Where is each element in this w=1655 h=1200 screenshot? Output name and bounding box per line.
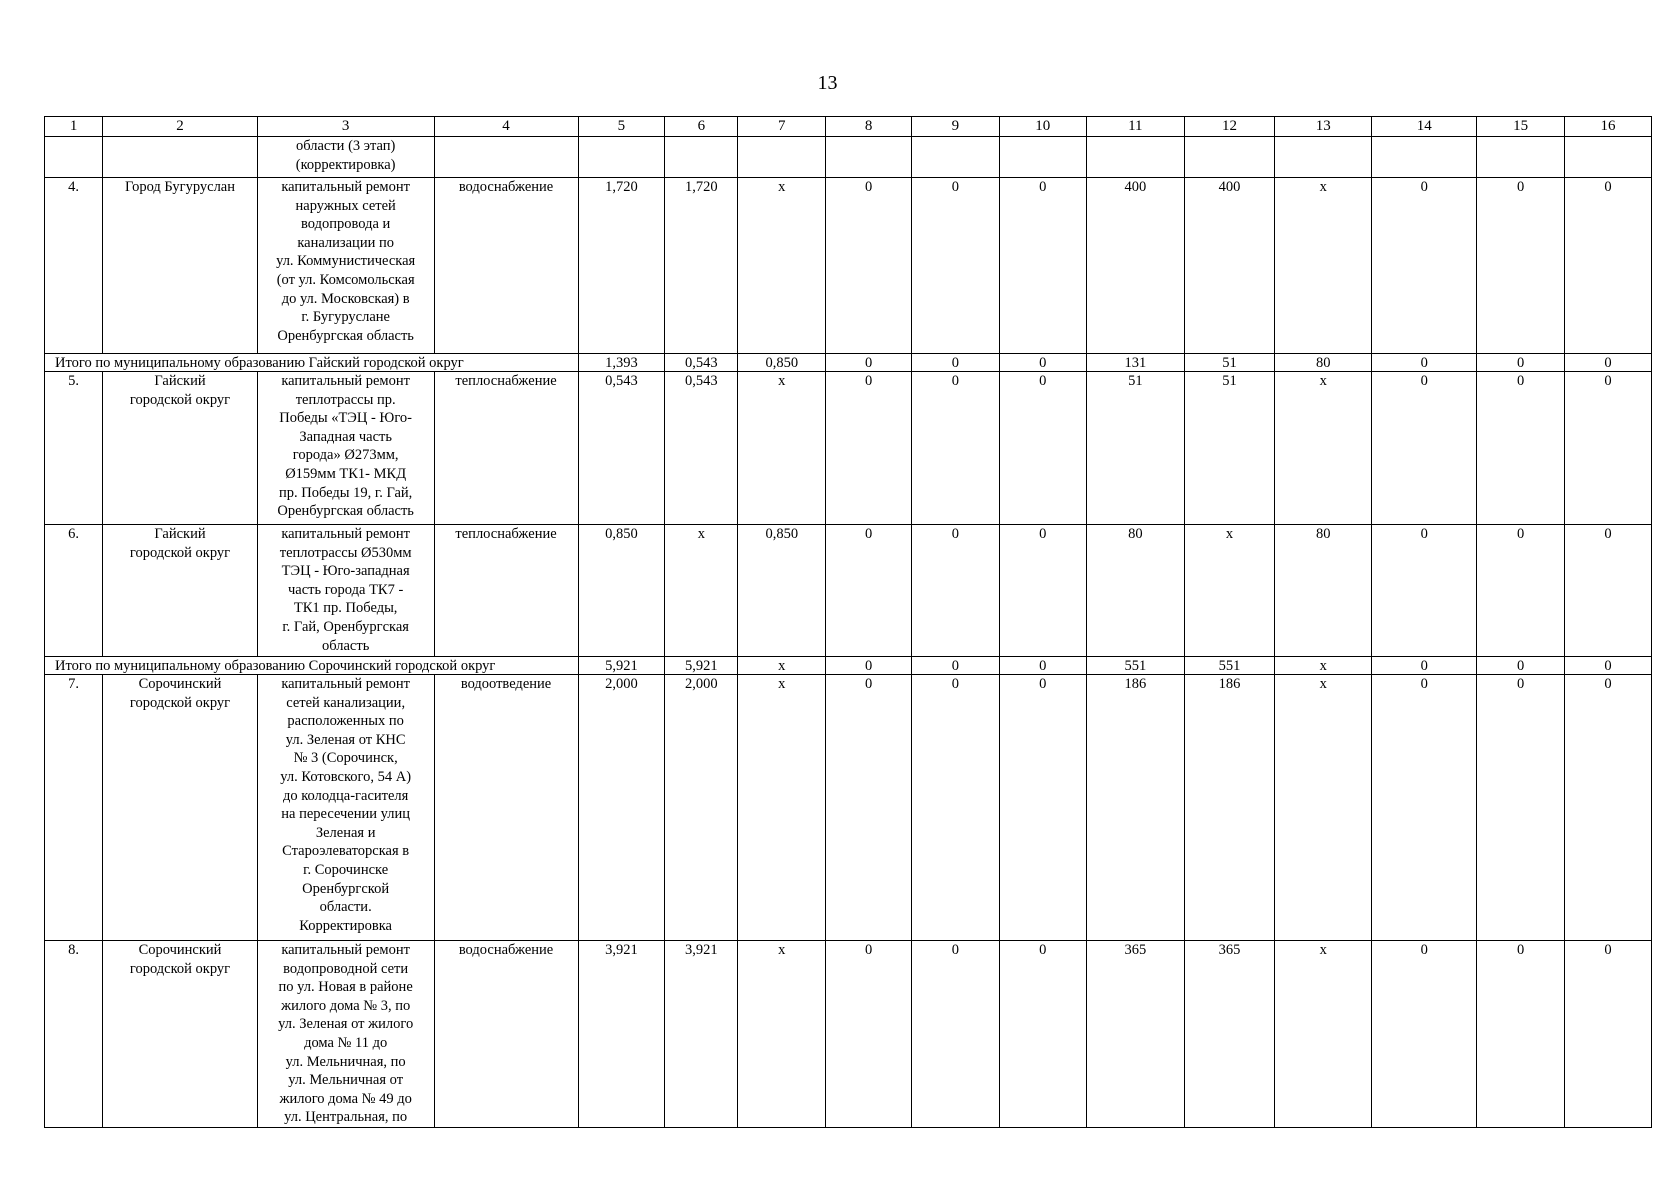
value-cell-col-7: x — [738, 941, 826, 1128]
value-cell-col-13: x — [1275, 657, 1372, 675]
value-cell-col-12: 51 — [1185, 354, 1275, 372]
page-number: 13 — [817, 72, 838, 94]
value-cell-col-5: 2,000 — [578, 675, 665, 941]
subtotal-sorochinsk — [45, 657, 1652, 675]
value-cell-col-7: x — [738, 178, 826, 354]
column-number: 8 — [826, 117, 912, 137]
value-cell-col-10: 0 — [999, 354, 1086, 372]
column-number: 2 — [103, 117, 258, 137]
row-number: 4. — [45, 178, 103, 354]
value-cell-col-14: 0 — [1372, 178, 1477, 354]
row-6 — [45, 525, 1652, 657]
value-cell-col-13: 80 — [1275, 525, 1372, 657]
value-cell-col-9: 0 — [911, 657, 999, 675]
value-cell-col-13: x — [1275, 941, 1372, 1128]
value-cell-col-9: 0 — [911, 941, 999, 1128]
work-description: капитальный ремонт наружных сетей водопровода и канализации по ул. Коммунистическая (от ул. Комсомольская до ул. Московская) в г. Бугуруслане Оренбургская область — [257, 178, 434, 354]
value-cell-col-6: 5,921 — [665, 657, 738, 675]
column-number: 13 — [1275, 117, 1372, 137]
value-cell-col-12: 51 — [1185, 372, 1275, 525]
value-cell-col-5: 3,921 — [578, 941, 665, 1128]
municipality: Сорочинский городской округ — [103, 675, 258, 941]
row-5 — [45, 372, 1652, 525]
data-table — [44, 116, 1652, 1128]
value-cell-col-11: 80 — [1086, 525, 1184, 657]
value-cell-col-15: 0 — [1477, 372, 1565, 525]
value-cell-col-9: 0 — [911, 372, 999, 525]
value-cell-col-5: 5,921 — [578, 657, 665, 675]
value-cell-col-8: 0 — [826, 941, 912, 1128]
value-cell-col-15: 0 — [1477, 178, 1565, 354]
value-cell-col-13: x — [1275, 178, 1372, 354]
value-cell-col-7: x — [738, 372, 826, 525]
utility-type: теплоснабжение — [434, 372, 578, 525]
value-cell-col-12: 186 — [1185, 675, 1275, 941]
utility-type: водоснабжение — [434, 941, 578, 1128]
column-number: 1 — [45, 117, 103, 137]
column-number: 14 — [1372, 117, 1477, 137]
value-cell-col-14: 0 — [1372, 941, 1477, 1128]
value-cell-col-10: 0 — [999, 525, 1086, 657]
value-cell-col-8: 0 — [826, 354, 912, 372]
value-cell-col-16: 0 — [1565, 941, 1652, 1128]
utility-type: водоотведение — [434, 675, 578, 941]
value-cell-col-6: 0,543 — [665, 354, 738, 372]
column-number: 6 — [665, 117, 738, 137]
value-cell-col-10: 0 — [999, 657, 1086, 675]
municipality: Гайский городской округ — [103, 372, 258, 525]
value-cell-col-5: 1,720 — [578, 178, 665, 354]
value-cell-col-9: 0 — [911, 525, 999, 657]
value-cell-col-7: x — [738, 657, 826, 675]
value-cell-col-11: 400 — [1086, 178, 1184, 354]
work-description: капитальный ремонт теплотрассы пр. Победы «ТЭЦ - Юго- Западная часть города» Ø273мм, Ø159мм ТК1- МКД пр. Победы 19, г. Гай, Оренбургская область — [257, 372, 434, 525]
value-cell-col-12: 365 — [1185, 941, 1275, 1128]
value-cell-col-16: 0 — [1565, 354, 1652, 372]
value-cell-col-11: 186 — [1086, 675, 1184, 941]
value-cell-col-5: 0,850 — [578, 525, 665, 657]
column-number-row — [45, 117, 1652, 137]
value-cell-col-7: x — [738, 675, 826, 941]
utility-type: теплоснабжение — [434, 525, 578, 657]
value-cell-col-16: 0 — [1565, 525, 1652, 657]
value-cell-col-10: 0 — [999, 675, 1086, 941]
row-number: 7. — [45, 675, 103, 941]
column-number: 7 — [738, 117, 826, 137]
work-description: капитальный ремонт теплотрассы Ø530мм ТЭЦ - Юго-западная часть города ТК7 - ТК1 пр. Победы, г. Гай, Оренбургская область — [257, 525, 434, 657]
value-cell-col-5: 0,543 — [578, 372, 665, 525]
column-number: 12 — [1185, 117, 1275, 137]
value-cell-col-10: 0 — [999, 941, 1086, 1128]
value-cell-col-14: 0 — [1372, 354, 1477, 372]
continuation-description: области (3 этап) (корректировка) — [257, 137, 434, 178]
value-cell-col-5: 1,393 — [578, 354, 665, 372]
subtotal-gai — [45, 354, 1652, 372]
row-number: 6. — [45, 525, 103, 657]
column-number: 15 — [1477, 117, 1565, 137]
column-number: 16 — [1565, 117, 1652, 137]
value-cell-col-6: 0,543 — [665, 372, 738, 525]
value-cell-col-9: 0 — [911, 178, 999, 354]
value-cell-col-13: x — [1275, 372, 1372, 525]
work-description: капитальный ремонт сетей канализации, расположенных по ул. Зеленая от КНС № 3 (Сорочинск, ул. Котовского, 54 А) до колодца-гасителя на пересечении улиц Зеленая и Староэлеваторская в г. Сорочинске Оренбургской области. Корректировка — [257, 675, 434, 941]
subtotal-label: Итого по муниципальному образованию Гайский городской округ — [45, 354, 579, 372]
value-cell-col-6: 2,000 — [665, 675, 738, 941]
value-cell-col-14: 0 — [1372, 657, 1477, 675]
value-cell-col-15: 0 — [1477, 941, 1565, 1128]
row-number: 8. — [45, 941, 103, 1128]
value-cell-col-14: 0 — [1372, 675, 1477, 941]
value-cell-col-14: 0 — [1372, 372, 1477, 525]
value-cell-col-10: 0 — [999, 178, 1086, 354]
column-number: 11 — [1086, 117, 1184, 137]
column-number: 3 — [257, 117, 434, 137]
value-cell-col-14: 0 — [1372, 525, 1477, 657]
column-number: 5 — [578, 117, 665, 137]
value-cell-col-12: x — [1185, 525, 1275, 657]
subtotal-label: Итого по муниципальному образованию Сорочинский городской округ — [45, 657, 579, 675]
value-cell-col-9: 0 — [911, 354, 999, 372]
value-cell-col-11: 51 — [1086, 372, 1184, 525]
column-number: 9 — [911, 117, 999, 137]
value-cell-col-10: 0 — [999, 372, 1086, 525]
value-cell-col-6: 1,720 — [665, 178, 738, 354]
value-cell-col-8: 0 — [826, 657, 912, 675]
column-number: 10 — [999, 117, 1086, 137]
value-cell-col-6: x — [665, 525, 738, 657]
value-cell-col-7: 0,850 — [738, 525, 826, 657]
municipality: Сорочинский городской округ — [103, 941, 258, 1128]
value-cell-col-16: 0 — [1565, 657, 1652, 675]
value-cell-col-11: 131 — [1086, 354, 1184, 372]
value-cell-col-8: 0 — [826, 178, 912, 354]
value-cell-col-15: 0 — [1477, 657, 1565, 675]
value-cell-col-12: 551 — [1185, 657, 1275, 675]
value-cell-col-8: 0 — [826, 675, 912, 941]
value-cell-col-16: 0 — [1565, 372, 1652, 525]
value-cell-col-8: 0 — [826, 372, 912, 525]
value-cell-col-12: 400 — [1185, 178, 1275, 354]
utility-type: водоснабжение — [434, 178, 578, 354]
column-number: 4 — [434, 117, 578, 137]
row-7 — [45, 675, 1652, 941]
row-number: 5. — [45, 372, 103, 525]
value-cell-col-13: 80 — [1275, 354, 1372, 372]
continuation-row — [45, 137, 1652, 178]
value-cell-col-16: 0 — [1565, 178, 1652, 354]
row-8 — [45, 941, 1652, 1128]
municipality: Город Бугуруслан — [103, 178, 258, 354]
value-cell-col-11: 551 — [1086, 657, 1184, 675]
value-cell-col-15: 0 — [1477, 354, 1565, 372]
value-cell-col-11: 365 — [1086, 941, 1184, 1128]
value-cell-col-6: 3,921 — [665, 941, 738, 1128]
row-4 — [45, 178, 1652, 354]
work-description: капитальный ремонт водопроводной сети по ул. Новая в районе жилого дома № 3, по ул. Зеленая от жилого дома № 11 до ул. Мельничная, по ул. Мельничная от жилого дома № 49 до ул. Центральная, по — [257, 941, 434, 1128]
value-cell-col-16: 0 — [1565, 675, 1652, 941]
value-cell-col-13: x — [1275, 675, 1372, 941]
value-cell-col-15: 0 — [1477, 675, 1565, 941]
value-cell-col-9: 0 — [911, 675, 999, 941]
value-cell-col-15: 0 — [1477, 525, 1565, 657]
value-cell-col-7: 0,850 — [738, 354, 826, 372]
value-cell-col-8: 0 — [826, 525, 912, 657]
municipality: Гайский городской округ — [103, 525, 258, 657]
